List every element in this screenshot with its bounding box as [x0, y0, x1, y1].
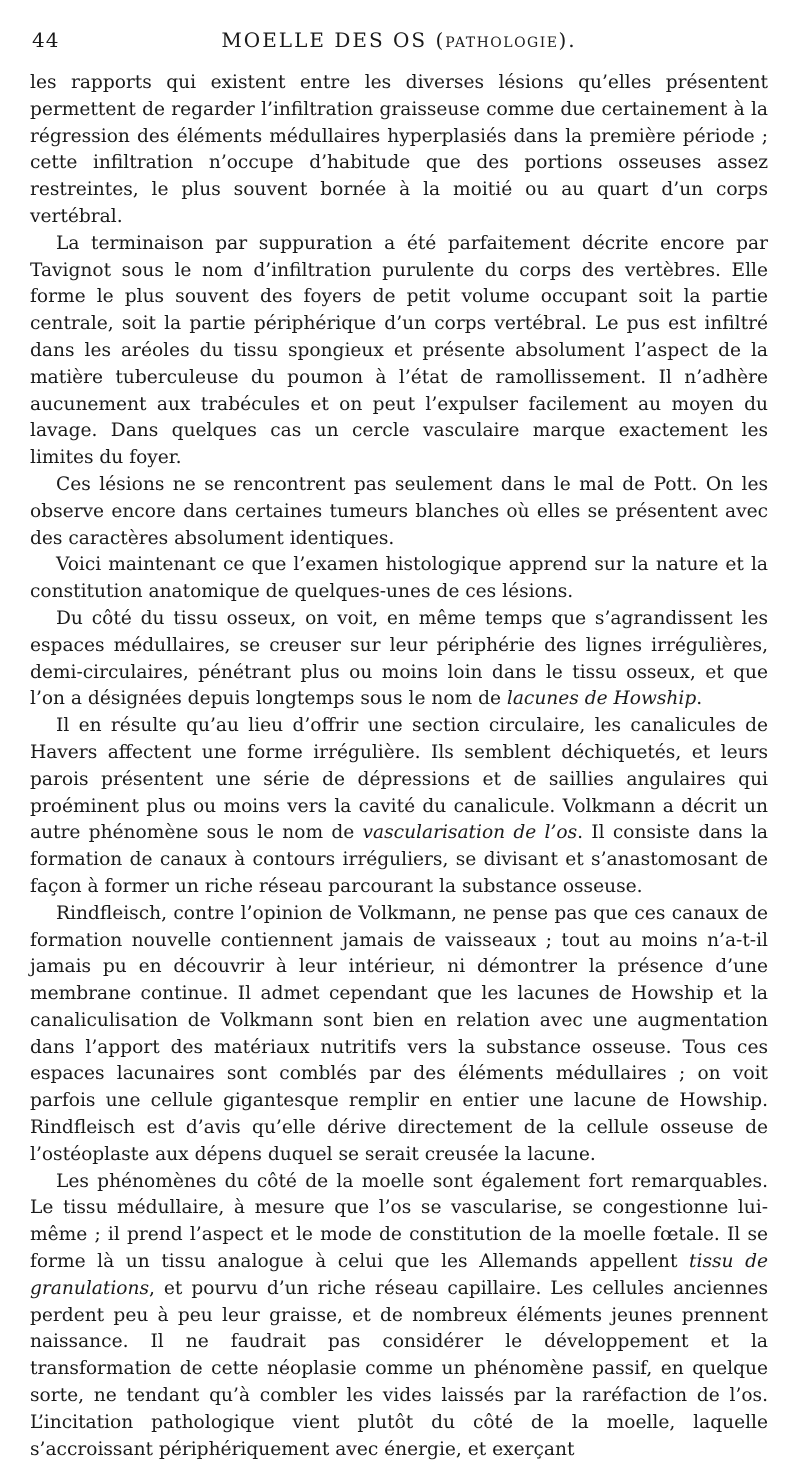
text-run: .	[696, 688, 703, 710]
document-page	[30, 28, 768, 1463]
running-title-main: MOELLE DES OS (	[221, 28, 446, 52]
text-run: Rindfleisch, contre l’opinion de Volkmann, ne pense pas que ces canaux de formation nouvelle contiennent jamais de vaisseaux ; tout au moins n’a-t-il jamais pu en découvrir à leur intérieur, ni démontrer la présence d’une membrane continue. Il admet cependant que les lacunes de Howship et la canaliculisation de Volkmann sont bien en relation avec une augmentation dans l’apport des matériaux nutritifs vers la substance osseuse. Tous ces espaces lacunaires sont comblés par des éléments médullaires ; on voit parfois une cellule gigantesque remplir en entier une lacune de Howship. Rindfleisch est d’avis qu’elle dérive directement de la cellule osseuse de l’ostéoplaste aux dépens duquel se serait creusée la lacune.	[30, 902, 768, 1165]
italic-term: vascularisation de l’os	[362, 822, 578, 844]
paragraph	[30, 606, 768, 713]
paragraph	[30, 1169, 768, 1464]
text-run: La terminaison par suppuration a été parfaitement décrite encore par Tavignot sous le nom d’infiltration purulente du corps des vertèbres. Elle forme le plus souvent des foyers de petit volume occupant soit la partie centrale, soit la partie périphérique d’un corps vertébral. Le pus est infiltré dans les aréoles du tissu spongieux et présente absolument l’aspect de la matière tuberculeuse du poumon à l’état de ramollissement. Il n’adhère aucunement aux trabécules et on peut l’expulser facilement au moyen du lavage. Dans quelques cas un cercle vasculaire marque exactement les limites du foyer.	[30, 232, 768, 469]
running-title-close: ).	[558, 28, 577, 52]
paragraph	[30, 231, 768, 472]
text-run: les rapports qui existent entre les diverses lésions qu’elles présentent permettent de regarder l’infiltration graisseuse comme due certainement à la régression des éléments médullaires hyperplasiés dans la première période ; cette infiltration n’occupe d’habitude que des portions osseuses assez restreintes, le plus souvent bornée à la moitié ou au quart d’un corps vertébral.	[30, 72, 768, 227]
text-run: Il en résulte qu’au lieu d’offrir une section circulaire, les canalicules de Havers affectent une forme irrégulière. Ils semblent déchiquetés, et leurs parois présentent une série de dépressions et de saillies angulaires qui proéminent plus ou moins vers la cavité du canalicule. Volkmann a décrit un autre phénomène sous le nom de	[30, 715, 768, 844]
text-run: . Il consiste dans la formation de canaux à contours irréguliers, se divisant et s’anastomosant de façon à former un riche réseau parcourant la substance osseuse.	[30, 822, 768, 897]
text-run: Du côté du tissu osseux, on voit, en même temps que s’agrandissent les espaces médullaires, se creuser sur leur périphérie des lignes irrégulières, demi-circulaires, pénétrant plus ou moins loin dans le tissu osseux, et que l’on a désignées depuis longtemps sous le nom de	[30, 607, 768, 710]
text-run: Les phénomènes du côté de la moelle sont également fort remarquables. Le tissu médullaire, à mesure que l’os se vascularise, se congestionne lui-même ; il prend l’aspect et le mode de constitution de la moelle fœtale. Il se forme là un tissu analogue à celui que les Allemands appellent	[30, 1170, 768, 1273]
text-run: Ces lésions ne se rencontrent pas seulement dans le mal de Pott. On les observe encore dans certaines tumeurs blanches où elles se présentent avec des caractères absolument identiques.	[30, 473, 768, 549]
text-run: Voici maintenant ce que l’examen histologique apprend sur la nature et la constitution anatomique de quelques-unes de ces lésions.	[30, 554, 768, 603]
body-text	[30, 70, 768, 1463]
running-title	[30, 28, 768, 52]
running-title-section: PATHOLOGIE	[445, 35, 559, 51]
italic-term: tissu de granulations	[30, 1251, 768, 1299]
paragraph	[30, 70, 768, 231]
italic-term: lacunes de Howship	[506, 688, 697, 710]
paragraph	[30, 901, 768, 1169]
paragraph	[30, 713, 768, 901]
page-header	[30, 28, 768, 58]
text-run: , et pourvu d’un riche réseau capillaire. Les cellules anciennes perdent peu à peu leur graisse, et de nombreux éléments jeunes prennent naissance. Il ne faudrait pas considérer le développement et la transformation de cette néoplasie comme un phénomène passif, en quelque sorte, ne tendant qu’à combler les vides laissés par la raréfaction de l’os. L’incitation pathologique vient plutôt du côté de la moelle, laquelle s’accroissant périphériquement avec énergie, et exerçant	[30, 1277, 768, 1460]
paragraph	[30, 472, 768, 552]
page-number: 44	[32, 28, 60, 52]
paragraph	[30, 552, 768, 606]
